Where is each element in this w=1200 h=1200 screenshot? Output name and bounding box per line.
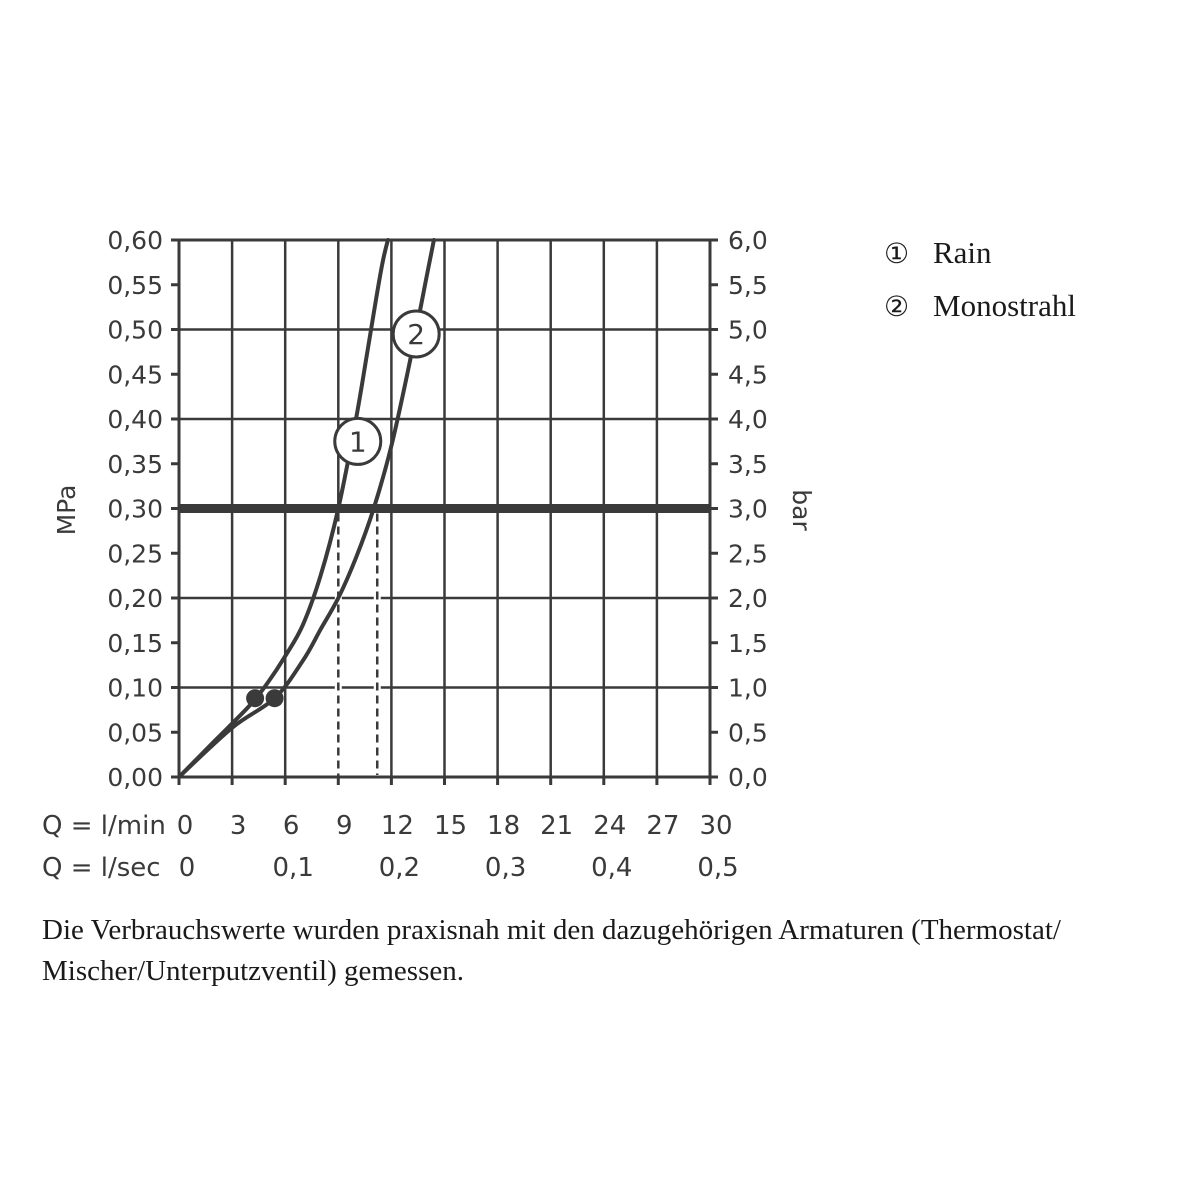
y-right-tick-label: 6,0 bbox=[728, 226, 768, 255]
y-left-axis-title: MPa bbox=[52, 484, 81, 536]
x-tick-labels bbox=[177, 811, 739, 883]
legend-symbol-1: ① bbox=[884, 239, 910, 270]
x-primary-tick-label: 12 bbox=[380, 811, 414, 841]
y-left-tick-label: 0,05 bbox=[107, 718, 163, 748]
measurement-note-line-1: Die Verbrauchswerte wurden praxisnah mit den dazugehörigen Armaturen (Thermostat/ bbox=[42, 914, 1061, 946]
x-secondary-tick-label: 0,2 bbox=[378, 853, 421, 883]
y-left-tick-label: 0,50 bbox=[107, 315, 163, 345]
data-point-monostrahl bbox=[266, 689, 284, 707]
x-primary-tick-label: 21 bbox=[540, 811, 574, 841]
y-left-tick-label: 0,20 bbox=[107, 584, 163, 613]
y-right-tick-label: 2,5 bbox=[728, 539, 768, 569]
legend-item-monostrahl bbox=[884, 288, 1076, 323]
x-secondary-tick-label: 0,3 bbox=[484, 853, 527, 883]
y-right-tick-labels bbox=[728, 226, 768, 792]
legend-item-rain bbox=[884, 235, 992, 270]
x-primary-tick-label: 9 bbox=[336, 811, 353, 841]
x-primary-tick-label: 30 bbox=[699, 811, 733, 841]
y-left-tick-label: 0,00 bbox=[107, 763, 163, 792]
y-left-tick-label: 0,40 bbox=[107, 405, 163, 434]
x-secondary-axis-title: Q = l/sec bbox=[42, 853, 161, 883]
x-secondary-tick-label: 0 bbox=[178, 853, 196, 883]
x-primary-tick-label: 15 bbox=[433, 811, 468, 841]
y-left-tick-label: 0,60 bbox=[107, 226, 163, 255]
measurement-note bbox=[42, 910, 1192, 992]
x-primary-axis-title: Q = l/min bbox=[42, 811, 166, 841]
y-left-tick-label: 0,45 bbox=[107, 360, 163, 390]
y-left-tick-label: 0,55 bbox=[107, 270, 163, 300]
y-left-tick-label: 0,10 bbox=[107, 673, 163, 703]
y-left-tick-label: 0,30 bbox=[107, 494, 163, 524]
x-secondary-tick-label: 0,1 bbox=[272, 853, 314, 883]
x-primary-tick-label: 27 bbox=[646, 811, 680, 841]
x-primary-tick-label: 24 bbox=[593, 811, 627, 841]
y-right-tick-label: 0,5 bbox=[728, 718, 768, 748]
y-right-tick-label: 3,5 bbox=[728, 449, 768, 479]
x-secondary-tick-label: 0,4 bbox=[591, 853, 633, 883]
y-right-tick-label: 4,0 bbox=[728, 405, 768, 434]
x-primary-tick-label: 18 bbox=[487, 811, 521, 841]
data-point-rain bbox=[246, 689, 264, 707]
legend bbox=[884, 235, 1076, 323]
series-marker-label-rain: 1 bbox=[348, 425, 367, 459]
legend-label-monostrahl: Monostrahl bbox=[933, 288, 1076, 323]
x-primary-tick-label: 3 bbox=[229, 811, 247, 841]
y-right-tick-label: 5,0 bbox=[728, 315, 768, 345]
y-right-tick-label: 0,0 bbox=[728, 763, 768, 792]
legend-symbol-2: ② bbox=[884, 292, 910, 323]
x-secondary-tick-label: 0,5 bbox=[697, 853, 739, 883]
y-right-axis-title: bar bbox=[787, 489, 816, 531]
legend-label-rain: Rain bbox=[933, 235, 992, 270]
y-right-tick-label: 1,5 bbox=[728, 628, 768, 658]
y-right-tick-label: 1,0 bbox=[728, 673, 768, 703]
y-right-tick-label: 5,5 bbox=[728, 270, 768, 300]
y-right-tick-label: 4,5 bbox=[728, 360, 768, 390]
x-primary-tick-label: 6 bbox=[282, 811, 300, 841]
x-primary-tick-label: 0 bbox=[176, 811, 194, 841]
measurement-note-line-2: Mischer/Unterputzventil) gemessen. bbox=[42, 955, 464, 987]
y-left-tick-labels bbox=[107, 226, 163, 792]
y-right-tick-label: 2,0 bbox=[728, 584, 768, 613]
y-left-tick-label: 0,35 bbox=[107, 449, 163, 479]
y-left-tick-label: 0,25 bbox=[107, 539, 163, 569]
y-right-tick-label: 3,0 bbox=[728, 494, 768, 524]
y-left-tick-label: 0,15 bbox=[107, 628, 163, 658]
series-marker-label-monostrahl: 2 bbox=[407, 317, 426, 351]
